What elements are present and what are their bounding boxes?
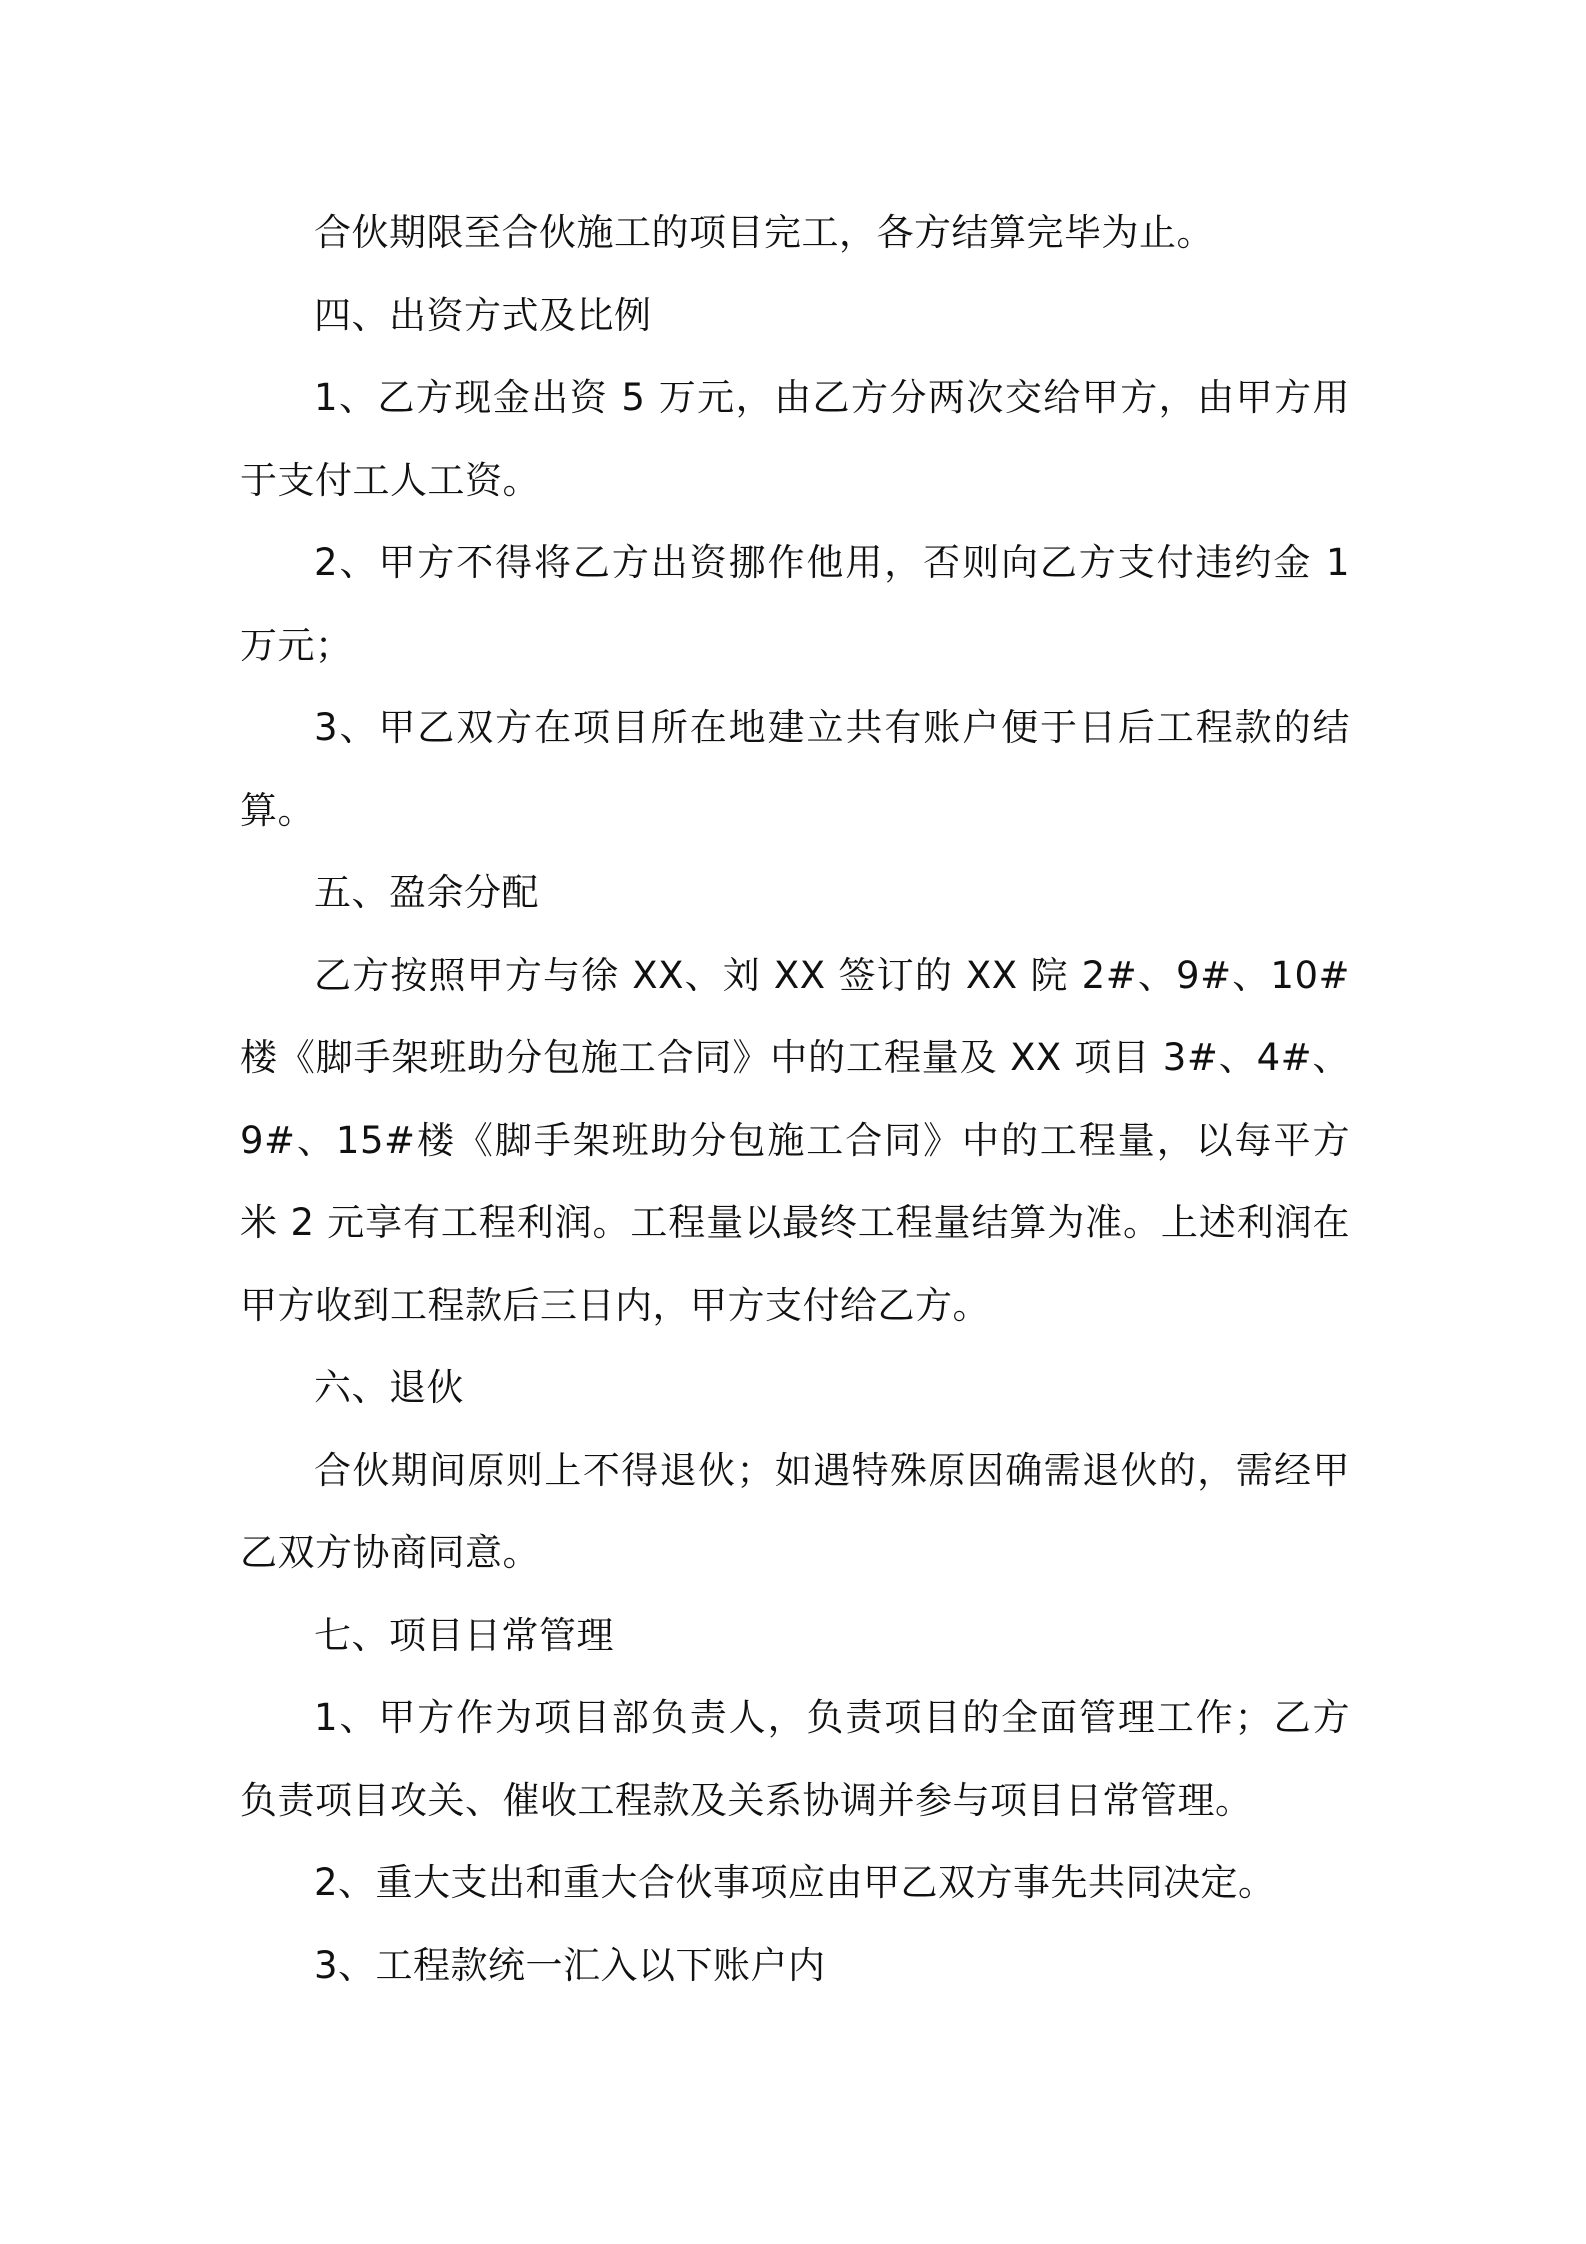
section-heading-withdrawal: 六、退伙 [314, 1366, 464, 1409]
clause-contribution-2: 2、甲方不得将乙方出资挪作他用，否则向乙方支付违约金 1 万元； [240, 541, 1350, 667]
document-body [240, 192, 1350, 2007]
clause-contribution-1: 1、乙方现金出资 5 万元，由乙方分两次交给甲方，由甲方用于支付工人工资。 [240, 376, 1350, 502]
clause-management-2: 2、重大支出和重大合伙事项应由甲乙双方事先共同决定。 [314, 1861, 1276, 1904]
paragraph-partnership-term: 合伙期限至合伙施工的项目完工，各方结算完毕为止。 [314, 211, 1214, 254]
section-heading-contribution: 四、出资方式及比例 [314, 293, 652, 337]
clause-management-1: 1、甲方作为项目部负责人，负责项目的全面管理工作；乙方负责项目攻关、催收工程款及关系协调并参与项目日常管理。 [240, 1696, 1350, 1822]
clause-contribution-3: 3、甲乙双方在项目所在地建立共有账户便于日后工程款的结算。 [240, 706, 1350, 832]
paragraph-profit-distribution: 乙方按照甲方与徐 XX、刘 XX 签订的 XX 院 2#、9#、10#楼《脚手架班助分包施工合同》中的工程量及 XX 项目 3#、4#、9#、15#楼《脚手架班助分包施工合同》中的工程量，以每平方米 2 元享有工程利润。工程量以最终工程量结算为准。上述利润在甲方收到工程款后三日内，甲方支付给乙方。 [240, 953, 1350, 1327]
section-heading-profit: 五、盈余分配 [314, 871, 539, 914]
paragraph-withdrawal: 合伙期间原则上不得退伙；如遇特殊原因确需退伙的，需经甲乙双方协商同意。 [240, 1448, 1350, 1574]
clause-management-3: 3、工程款统一汇入以下账户内 [314, 1943, 826, 1987]
section-heading-management: 七、项目日常管理 [314, 1613, 614, 1657]
